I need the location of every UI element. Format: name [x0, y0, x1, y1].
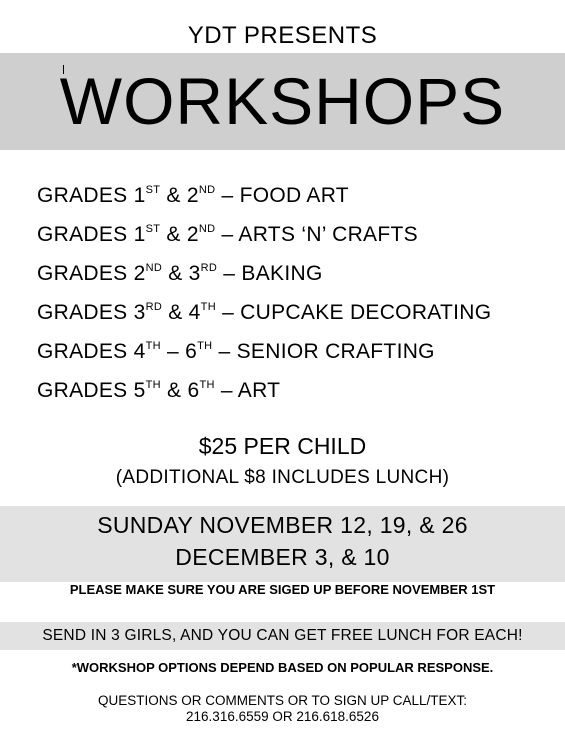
- grade-mid: & 4: [162, 301, 201, 324]
- contact-line: QUESTIONS OR COMMENTS OR TO SIGN UP CALL/TEXT:: [97, 693, 468, 708]
- dates-banner: [0, 506, 565, 582]
- dates-line-1: SUNDAY NOVEMBER 12, 19, & 26: [97, 512, 468, 538]
- grade-prefix: GRADES 5: [37, 379, 146, 402]
- grade-prefix: GRADES 4: [37, 340, 146, 363]
- ordinal-suffix: ST: [145, 184, 161, 196]
- ordinal-suffix: ND: [198, 223, 216, 235]
- grade-prefix: GRADES 2: [37, 262, 146, 285]
- workshop-name: – BAKING: [217, 262, 323, 285]
- ordinal-suffix: TH: [200, 301, 216, 313]
- ordinal-suffix: TH: [197, 340, 213, 352]
- workshop-item: [37, 220, 491, 259]
- grade-mid: & 2: [160, 223, 199, 246]
- workshop-item: [37, 259, 491, 298]
- workshop-name: – ARTS ‘N’ CRAFTS: [215, 223, 418, 246]
- workshop-name: – CUPCAKE DECORATING: [215, 301, 492, 324]
- page-title: WORKSHOPS: [59, 64, 506, 138]
- grade-prefix: GRADES 1: [37, 223, 146, 246]
- title-banner: [0, 53, 565, 150]
- workshop-options-note: *WORKSHOP OPTIONS DEPEND BASED ON POPULAR RESPONSE.: [71, 660, 494, 675]
- lunch-price-note: (ADDITIONAL $8 INCLUDES LUNCH): [115, 467, 450, 488]
- workshop-item: [37, 298, 491, 337]
- grade-mid: & 6: [160, 379, 200, 402]
- workshop-item: [37, 337, 491, 376]
- grade-prefix: GRADES 3: [37, 301, 146, 324]
- ordinal-suffix: ND: [145, 262, 163, 274]
- price-per-child: $25 PER CHILD: [198, 433, 367, 459]
- ordinal-suffix: ST: [145, 223, 161, 235]
- grade-mid: & 3: [162, 262, 201, 285]
- grade-prefix: GRADES 1: [37, 184, 146, 207]
- workshop-item: [37, 376, 491, 415]
- signup-deadline: PLEASE MAKE SURE YOU ARE SIGED UP BEFORE NOVEMBER 1ST: [69, 582, 496, 597]
- workshop-name: – SENIOR CRAFTING: [212, 340, 435, 363]
- contact-phones: 216.316.6559 OR 216.618.6526: [186, 709, 379, 724]
- ordinal-suffix: ND: [198, 184, 216, 196]
- free-lunch-promo: SEND IN 3 GIRLS, AND YOU CAN GET FREE LUNCH FOR EACH!: [0, 622, 565, 650]
- ordinal-suffix: TH: [145, 379, 161, 391]
- workshop-name: – FOOD ART: [215, 184, 349, 207]
- workshop-name: – ART: [214, 379, 281, 402]
- ordinal-suffix: RD: [200, 262, 218, 274]
- contact-info: [0, 693, 565, 725]
- dates-line-2: DECEMBER 3, & 10: [175, 544, 390, 570]
- workshop-item: [37, 181, 491, 220]
- workshop-list: [37, 181, 491, 415]
- presents-heading: YDT PRESENTS: [187, 22, 378, 49]
- ordinal-suffix: TH: [199, 379, 215, 391]
- ordinal-suffix: RD: [145, 301, 163, 313]
- grade-mid: – 6: [160, 340, 198, 363]
- ordinal-suffix: TH: [145, 340, 161, 352]
- grade-mid: & 2: [160, 184, 199, 207]
